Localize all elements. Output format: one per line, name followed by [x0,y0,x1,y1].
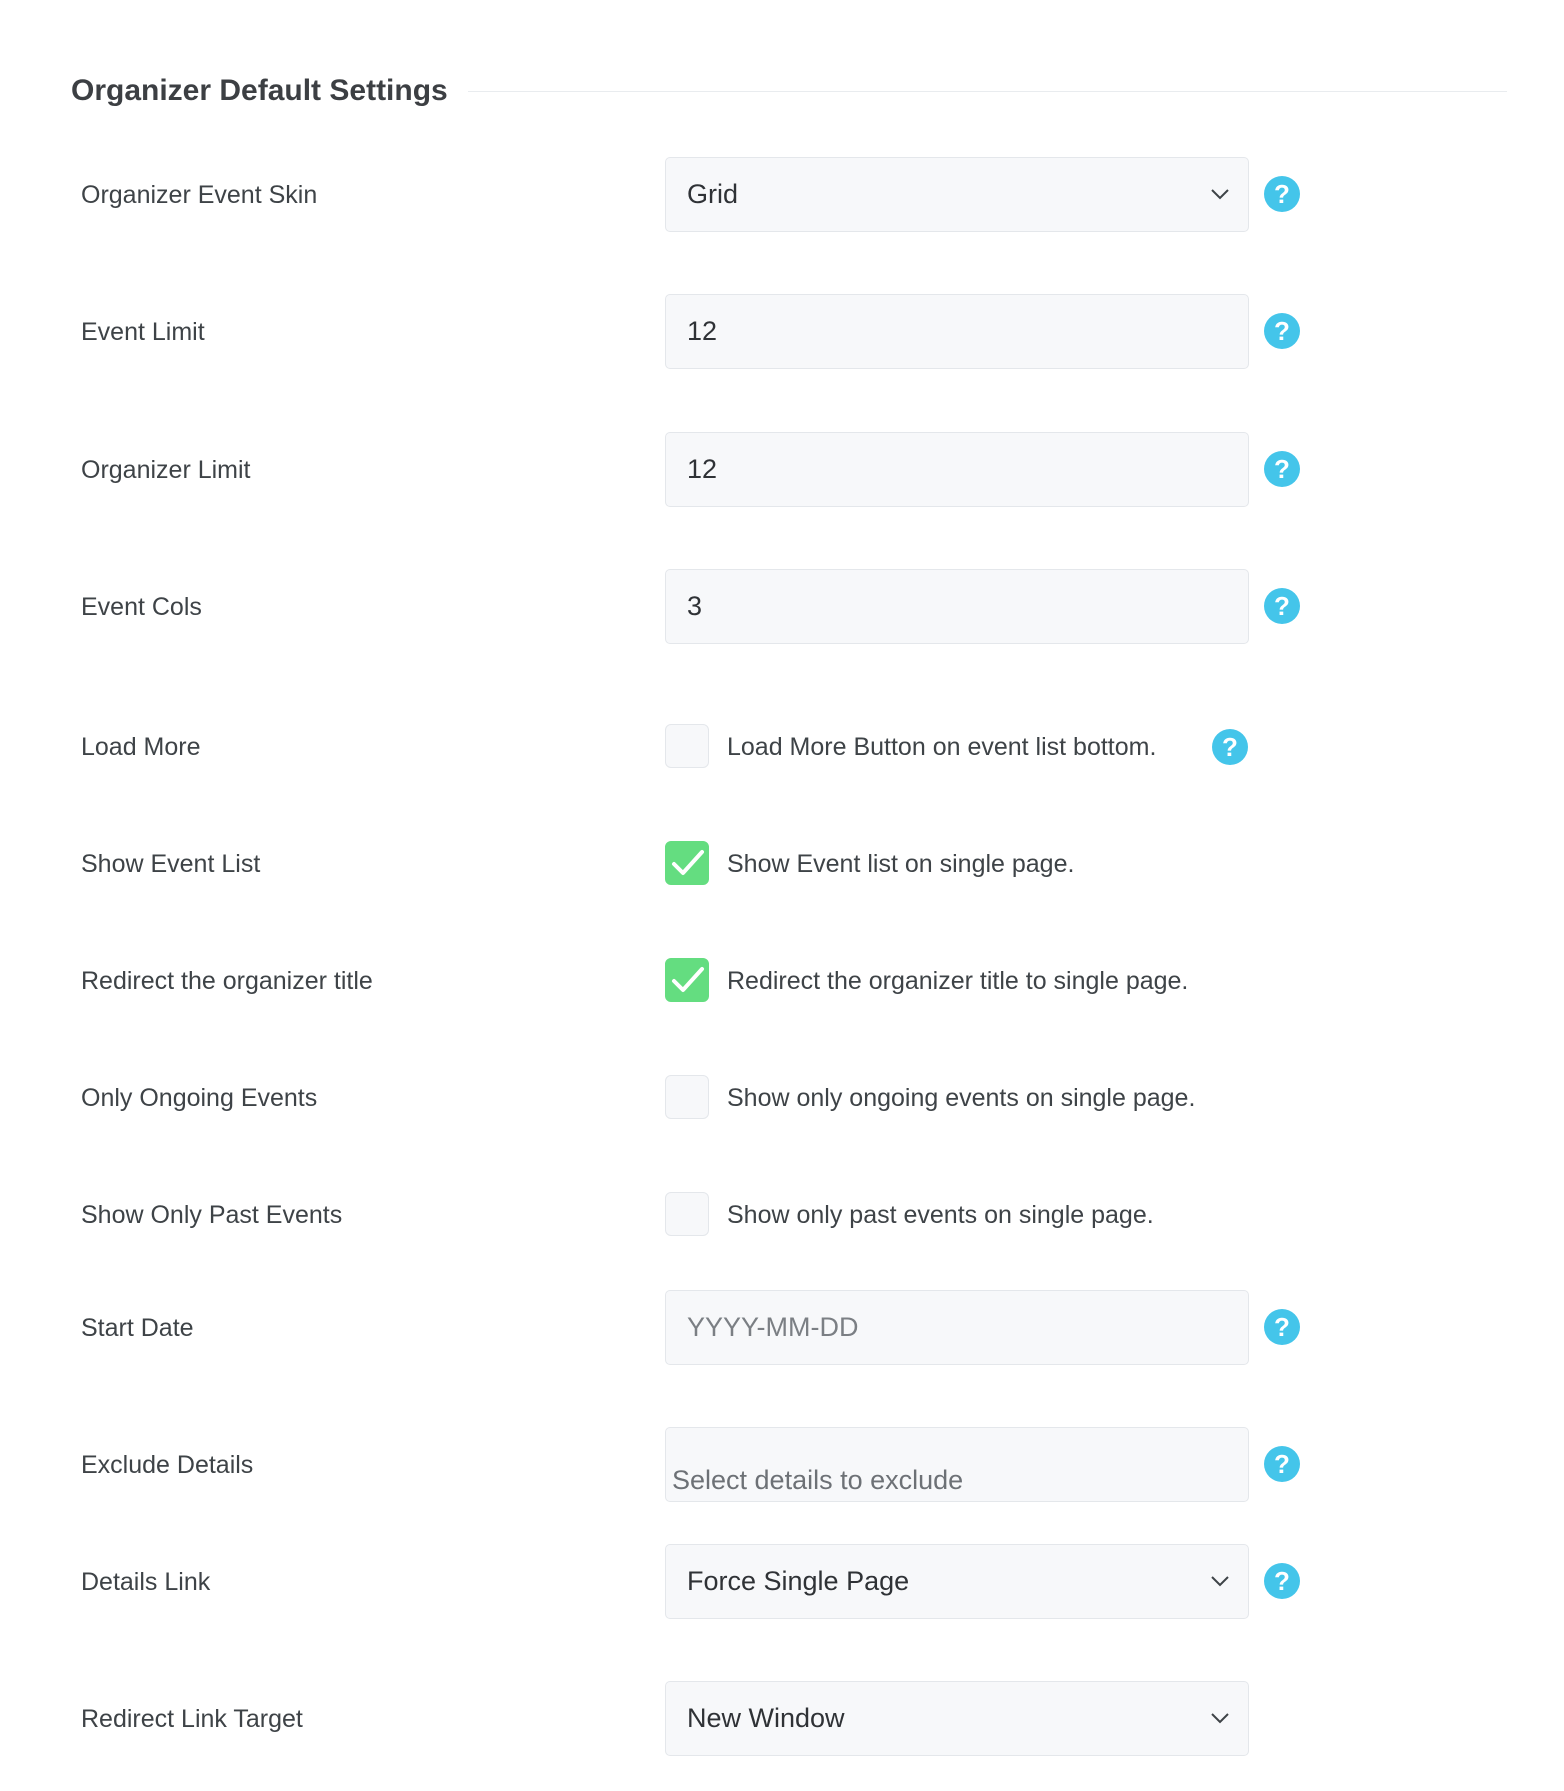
row-event-limit [0,294,1564,369]
exclude-details-multiselect[interactable] [665,1427,1249,1502]
row-start-date [0,1290,1564,1365]
help-icon[interactable]: ? [1212,729,1248,765]
show-event-list-label: Show Event List [81,850,261,878]
row-only-ongoing [0,1075,1564,1121]
show-event-list-checkbox[interactable] [665,841,709,885]
show-event-list-checkbox-label[interactable]: Show Event list on single page. [727,850,1075,878]
only-ongoing-checkbox-label[interactable]: Show only ongoing events on single page. [727,1084,1196,1112]
row-details-link [0,1544,1564,1619]
row-event-cols [0,569,1564,644]
help-icon[interactable]: ? [1264,313,1300,349]
redirect-target-label: Redirect Link Target [81,1705,303,1733]
event-limit-value: 12 [687,316,718,346]
row-organizer-limit [0,432,1564,507]
event-cols-input[interactable] [665,569,1249,644]
load-more-checkbox-label[interactable]: Load More Button on event list bottom. [727,733,1157,761]
details-link-select[interactable] [665,1544,1249,1619]
only-ongoing-label: Only Ongoing Events [81,1084,318,1112]
help-icon[interactable]: ? [1264,1309,1300,1345]
organizer-limit-value: 12 [687,454,718,484]
event-cols-label: Event Cols [81,593,202,621]
event-skin-value: Grid [687,179,739,209]
checkmark-icon [670,847,706,879]
redirect-title-label: Redirect the organizer title [81,967,373,995]
row-exclude-details [0,1427,1564,1502]
section-title: Organizer Default Settings [71,74,448,107]
event-skin-select[interactable] [665,157,1249,232]
details-link-value: Force Single Page [687,1566,910,1596]
row-redirect-target [0,1681,1564,1756]
help-icon[interactable]: ? [1264,1446,1300,1482]
exclude-details-label: Exclude Details [81,1451,254,1479]
redirect-title-checkbox[interactable] [665,958,709,1002]
chevron-down-icon [1210,1571,1230,1591]
row-redirect-title [0,958,1564,1004]
help-icon[interactable]: ? [1264,451,1300,487]
row-only-past [0,1192,1564,1238]
help-icon[interactable]: ? [1264,588,1300,624]
start-date-placeholder: YYYY-MM-DD [687,1312,859,1342]
chevron-down-icon [1210,184,1230,204]
load-more-label: Load More [81,733,201,761]
details-link-label: Details Link [81,1568,211,1596]
start-date-label: Start Date [81,1314,194,1342]
redirect-target-select[interactable] [665,1681,1249,1756]
event-limit-label: Event Limit [81,318,205,346]
row-event-skin [0,157,1564,232]
organizer-limit-input[interactable] [665,432,1249,507]
event-limit-input[interactable] [665,294,1249,369]
load-more-checkbox[interactable] [665,724,709,768]
start-date-input[interactable] [665,1290,1249,1365]
event-skin-label: Organizer Event Skin [81,181,318,209]
checkmark-icon [670,964,706,996]
only-past-checkbox[interactable] [665,1192,709,1236]
exclude-details-placeholder: Select details to exclude [672,1465,964,1495]
only-ongoing-checkbox[interactable] [665,1075,709,1119]
event-cols-value: 3 [687,591,703,621]
redirect-target-value: New Window [687,1703,845,1733]
redirect-title-checkbox-label[interactable]: Redirect the organizer title to single page. [727,967,1189,995]
help-icon[interactable]: ? [1264,1563,1300,1599]
organizer-limit-label: Organizer Limit [81,456,251,484]
only-past-checkbox-label[interactable]: Show only past events on single page. [727,1201,1154,1229]
row-show-event-list [0,841,1564,887]
only-past-label: Show Only Past Events [81,1201,343,1229]
section-divider [468,91,1507,92]
section-header [71,64,1507,118]
row-load-more [0,724,1564,770]
help-icon[interactable]: ? [1264,176,1300,212]
chevron-down-icon [1210,1708,1230,1728]
